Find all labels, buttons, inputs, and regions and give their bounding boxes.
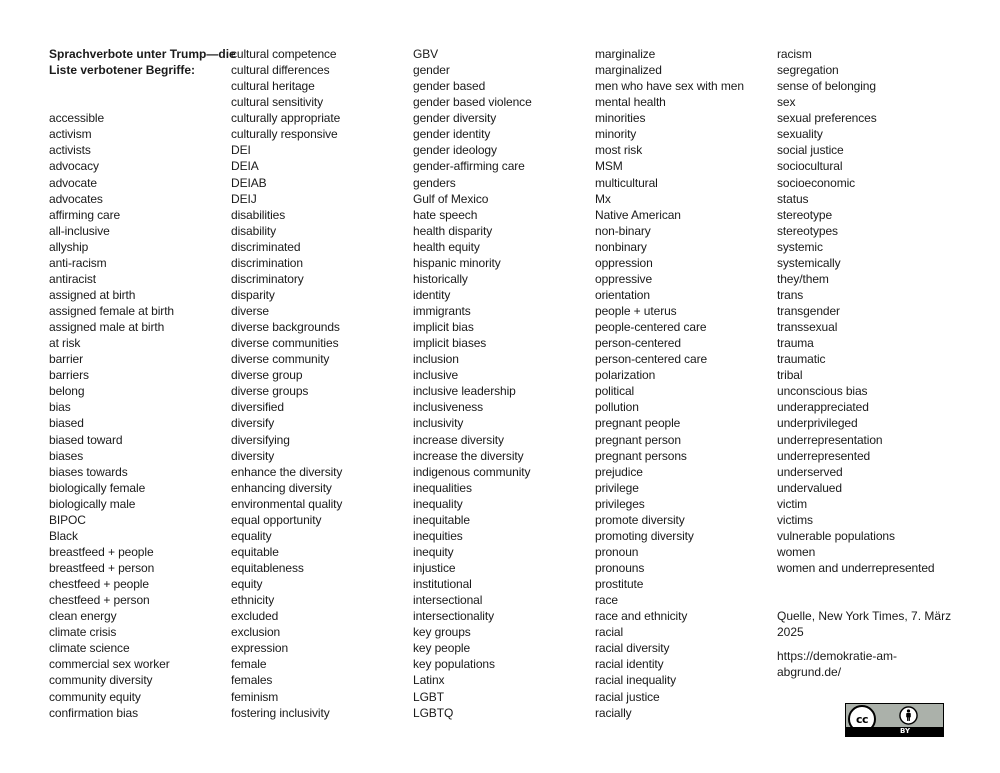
term-list	[49, 110, 229, 720]
list-item: Latinx	[413, 673, 445, 688]
list-item: trans	[777, 287, 804, 302]
list-item: tribal	[777, 368, 803, 383]
list-item: injustice	[413, 561, 456, 575]
list-item: men who have sex with men	[595, 79, 744, 94]
list-item: indigenous community	[413, 464, 531, 479]
list-item: marginalized	[595, 63, 662, 78]
by-label: BY	[900, 727, 911, 735]
list-item: Black	[49, 528, 78, 543]
source-citation	[777, 608, 967, 640]
list-item: increase the diversity	[413, 448, 524, 463]
list-item: equal opportunity	[231, 512, 322, 527]
list-item: person-centered care	[595, 352, 708, 367]
list-item: key populations	[413, 657, 495, 672]
list-item: biologically female	[49, 480, 146, 495]
list-item: sexuality	[777, 127, 823, 142]
list-item: racial inequality	[595, 673, 677, 688]
list-item: identity	[413, 287, 451, 302]
list-item: hispanic minority	[413, 255, 501, 270]
list-item: equality	[231, 528, 272, 543]
list-item: allyship	[49, 239, 89, 254]
list-item: inclusivity	[413, 416, 464, 431]
list-item: inequality	[413, 496, 463, 511]
list-item: assigned at birth	[49, 287, 136, 302]
list-item: discrimination	[231, 255, 303, 270]
list-item: belong	[49, 384, 85, 399]
list-item: LGBT	[413, 689, 444, 704]
list-item: unconscious bias	[777, 384, 868, 399]
list-item: most risk	[595, 143, 643, 158]
source-line-2: 2025	[777, 625, 804, 639]
list-item: systemically	[777, 255, 841, 270]
list-item: oppressive	[595, 271, 653, 286]
term-list	[413, 46, 593, 721]
term-list	[777, 46, 957, 576]
list-item: cultural competence	[231, 47, 337, 61]
list-item: assigned male at birth	[49, 320, 165, 335]
list-item: hate speech	[413, 207, 478, 222]
list-item: underprivileged	[777, 416, 858, 431]
list-item: multicultural	[595, 175, 658, 190]
cc-label: cc	[855, 712, 869, 726]
list-item: privileges	[595, 496, 645, 511]
list-item: pregnant person	[595, 432, 681, 447]
list-item: all-inclusive	[49, 223, 110, 238]
list-item: climate crisis	[49, 625, 117, 640]
list-item: key people	[413, 641, 471, 656]
list-item: advocates	[49, 191, 103, 206]
list-item: MSM	[595, 159, 623, 174]
list-item: ethnicity	[231, 593, 275, 608]
list-item: racial	[595, 625, 624, 640]
list-item: undervalued	[777, 480, 842, 495]
list-item: people + uterus	[595, 304, 677, 318]
list-item: commercial sex worker	[49, 657, 170, 672]
list-item: race and ethnicity	[595, 609, 688, 624]
list-item: underserved	[777, 464, 843, 479]
list-item: minorities	[595, 111, 646, 126]
list-item: trauma	[777, 336, 814, 351]
list-item: inequitable	[413, 512, 470, 527]
list-item: intersectionality	[413, 609, 495, 624]
list-item: BIPOC	[49, 512, 86, 527]
list-item: transsexual	[777, 320, 838, 335]
page-title-line-1: Sprachverbote unter Trump—die	[49, 47, 236, 61]
list-item: oppression	[595, 255, 653, 270]
list-item: inequities	[413, 528, 463, 543]
list-item: pollution	[595, 400, 639, 415]
list-item: pregnant persons	[595, 448, 687, 463]
list-item: person-centered	[595, 336, 681, 351]
list-item: barriers	[49, 368, 89, 383]
list-item: vulnerable populations	[777, 528, 895, 543]
title-spacer	[49, 78, 229, 110]
list-item: sexual preferences	[777, 111, 877, 126]
list-item: underappreciated	[777, 400, 869, 415]
column-1	[49, 46, 236, 721]
list-item: equitableness	[231, 561, 304, 575]
list-item: biologically male	[49, 496, 136, 511]
list-item: privilege	[595, 480, 639, 495]
list-item: fostering inclusivity	[231, 705, 330, 720]
list-item: stereotypes	[777, 223, 838, 238]
column-5	[777, 46, 957, 576]
list-item: pregnant people	[595, 416, 681, 431]
list-item: gender based violence	[413, 95, 532, 110]
list-item: DEI	[231, 143, 251, 158]
list-item: breastfeed + people	[49, 544, 154, 559]
list-item: DEIJ	[231, 191, 257, 206]
list-item: systemic	[777, 239, 823, 254]
list-item: community diversity	[49, 673, 153, 688]
list-item: gender ideology	[413, 143, 497, 158]
website-link[interactable]	[777, 648, 967, 680]
list-item: at risk	[49, 336, 81, 351]
list-item: enhance the diversity	[231, 464, 343, 479]
list-item: pronoun	[595, 544, 639, 559]
page-title-line-2: Liste verbotener Begriffe:	[49, 63, 196, 78]
list-item: disabilities	[231, 207, 286, 222]
list-item: non-binary	[595, 223, 651, 238]
list-item: gender diversity	[413, 111, 497, 126]
list-item: confirmation bias	[49, 705, 139, 720]
source-line-1: Quelle, New York Times, 7. März	[777, 609, 952, 623]
list-item: traumatic	[777, 352, 826, 367]
list-item: nonbinary	[595, 239, 647, 254]
list-item: underrepresentation	[777, 432, 883, 447]
list-item: prostitute	[595, 577, 644, 592]
list-item: racially	[595, 705, 632, 720]
column-3	[413, 46, 593, 721]
list-item: diversify	[231, 416, 275, 431]
term-list	[231, 46, 411, 721]
list-item: females	[231, 673, 273, 688]
list-item: disability	[231, 223, 277, 238]
list-item: equitable	[231, 544, 279, 559]
list-item: gender identity	[413, 127, 491, 142]
list-item: gender	[413, 63, 450, 78]
list-item: climate science	[49, 641, 130, 656]
list-item: biases towards	[49, 464, 128, 479]
list-item: activists	[49, 143, 91, 158]
column-4	[595, 46, 775, 721]
list-item: marginalize	[595, 47, 656, 61]
attribution-person-icon	[899, 706, 918, 725]
list-item: gender based	[413, 79, 486, 94]
list-item: diverse groups	[231, 384, 309, 399]
list-item: equity	[231, 577, 263, 592]
list-item: racism	[777, 47, 812, 61]
list-item: clean energy	[49, 609, 117, 624]
list-item: female	[231, 657, 267, 672]
list-item: enhancing diversity	[231, 480, 332, 495]
list-item: pronouns	[595, 561, 645, 575]
list-item: genders	[413, 175, 456, 190]
list-item: they/them	[777, 271, 829, 286]
list-item: Gulf of Mexico	[413, 191, 489, 206]
list-item: inequity	[413, 544, 454, 559]
list-item: orientation	[595, 287, 650, 302]
list-item: antiracist	[49, 271, 97, 286]
term-list	[595, 46, 775, 721]
list-item: inequalities	[413, 480, 472, 495]
website-link-text[interactable]	[777, 648, 967, 680]
column-2	[231, 46, 411, 721]
list-item: stereotype	[777, 207, 833, 222]
badge-bottom-bar	[846, 727, 943, 736]
list-item: racial justice	[595, 689, 660, 704]
list-item: anti-racism	[49, 255, 107, 270]
list-item: activism	[49, 127, 92, 142]
list-item: racial identity	[595, 657, 664, 672]
list-item: women and underrepresented	[777, 561, 935, 575]
list-item: DEIAB	[231, 175, 267, 190]
list-item: health equity	[413, 239, 480, 254]
list-item: culturally responsive	[231, 127, 338, 142]
list-item: LGBTQ	[413, 705, 454, 720]
list-item: implicit biases	[413, 336, 487, 351]
list-item: sex	[777, 95, 796, 110]
link-line-1: https://demokratie-am-	[777, 649, 898, 663]
list-item: immigrants	[413, 304, 471, 318]
list-item: disparity	[231, 287, 275, 302]
list-item: chestfeed + person	[49, 593, 150, 608]
list-item: DEIA	[231, 159, 259, 174]
list-item: bias	[49, 400, 71, 415]
list-item: discriminated	[231, 239, 301, 254]
list-item: diversified	[231, 400, 284, 415]
list-item: health disparity	[413, 223, 493, 238]
list-item: racial diversity	[595, 641, 670, 656]
list-item: accessible	[49, 111, 105, 126]
cc-by-license-badge[interactable]	[845, 703, 944, 737]
list-item: diverse group	[231, 368, 303, 383]
list-item: environmental quality	[231, 496, 343, 511]
list-item: feminism	[231, 689, 279, 704]
list-item: institutional	[413, 577, 472, 592]
list-item: social justice	[777, 143, 844, 158]
list-item: socioeconomic	[777, 175, 856, 190]
list-item: political	[595, 384, 635, 399]
list-item: diversifying	[231, 432, 290, 447]
list-item: sociocultural	[777, 159, 843, 174]
list-item: diverse backgrounds	[231, 320, 340, 335]
list-item: race	[595, 593, 618, 608]
list-item: sense of belonging	[777, 79, 876, 94]
list-item: diverse communities	[231, 336, 339, 351]
list-item: cultural differences	[231, 63, 330, 78]
list-item: chestfeed + people	[49, 577, 149, 592]
list-item: inclusiveness	[413, 400, 484, 415]
list-item: increase diversity	[413, 432, 504, 447]
list-item: underrepresented	[777, 448, 871, 463]
list-item: prejudice	[595, 464, 643, 479]
list-item: status	[777, 191, 809, 206]
list-item: polarization	[595, 368, 656, 383]
list-item: expression	[231, 641, 289, 656]
list-item: intersectional	[413, 593, 483, 608]
list-item: breastfeed + person	[49, 561, 155, 575]
list-item: barrier	[49, 352, 83, 367]
list-item: historically	[413, 271, 468, 286]
list-item: affirming care	[49, 207, 121, 222]
list-item: promote diversity	[595, 512, 685, 527]
list-item: diverse	[231, 304, 269, 318]
list-item: cultural heritage	[231, 79, 315, 94]
list-item: exclusion	[231, 625, 281, 640]
list-item: promoting diversity	[595, 528, 694, 543]
list-item: victim	[777, 496, 808, 511]
list-item: mental health	[595, 95, 666, 110]
list-item: inclusive leadership	[413, 384, 516, 399]
list-item: advocate	[49, 175, 97, 190]
list-item: diversity	[231, 448, 275, 463]
list-item: Native American	[595, 207, 681, 222]
list-item: biased	[49, 416, 84, 431]
list-item: women	[777, 544, 816, 559]
list-item: biased toward	[49, 432, 123, 447]
list-item: community equity	[49, 689, 141, 704]
list-item: biases	[49, 448, 84, 463]
link-line-2: abgrund.de/	[777, 665, 842, 679]
list-item: minority	[595, 127, 637, 142]
list-item: assigned female at birth	[49, 304, 175, 318]
list-item: advocacy	[49, 159, 99, 174]
list-item: GBV	[413, 47, 439, 61]
list-item: people-centered care	[595, 320, 707, 335]
list-item: gender-affirming care	[413, 159, 525, 174]
list-item: inclusive	[413, 368, 459, 383]
list-item: culturally appropriate	[231, 111, 341, 126]
list-item: implicit bias	[413, 320, 474, 335]
list-item: diverse community	[231, 352, 330, 367]
list-item: excluded	[231, 609, 279, 624]
list-item: discriminatory	[231, 271, 304, 286]
list-item: inclusion	[413, 352, 459, 367]
list-item: cultural sensitivity	[231, 95, 324, 110]
list-item: Mx	[595, 191, 611, 206]
list-item: segregation	[777, 63, 839, 78]
list-item: transgender	[777, 304, 840, 318]
list-item: victims	[777, 512, 813, 527]
list-item: key groups	[413, 625, 471, 640]
